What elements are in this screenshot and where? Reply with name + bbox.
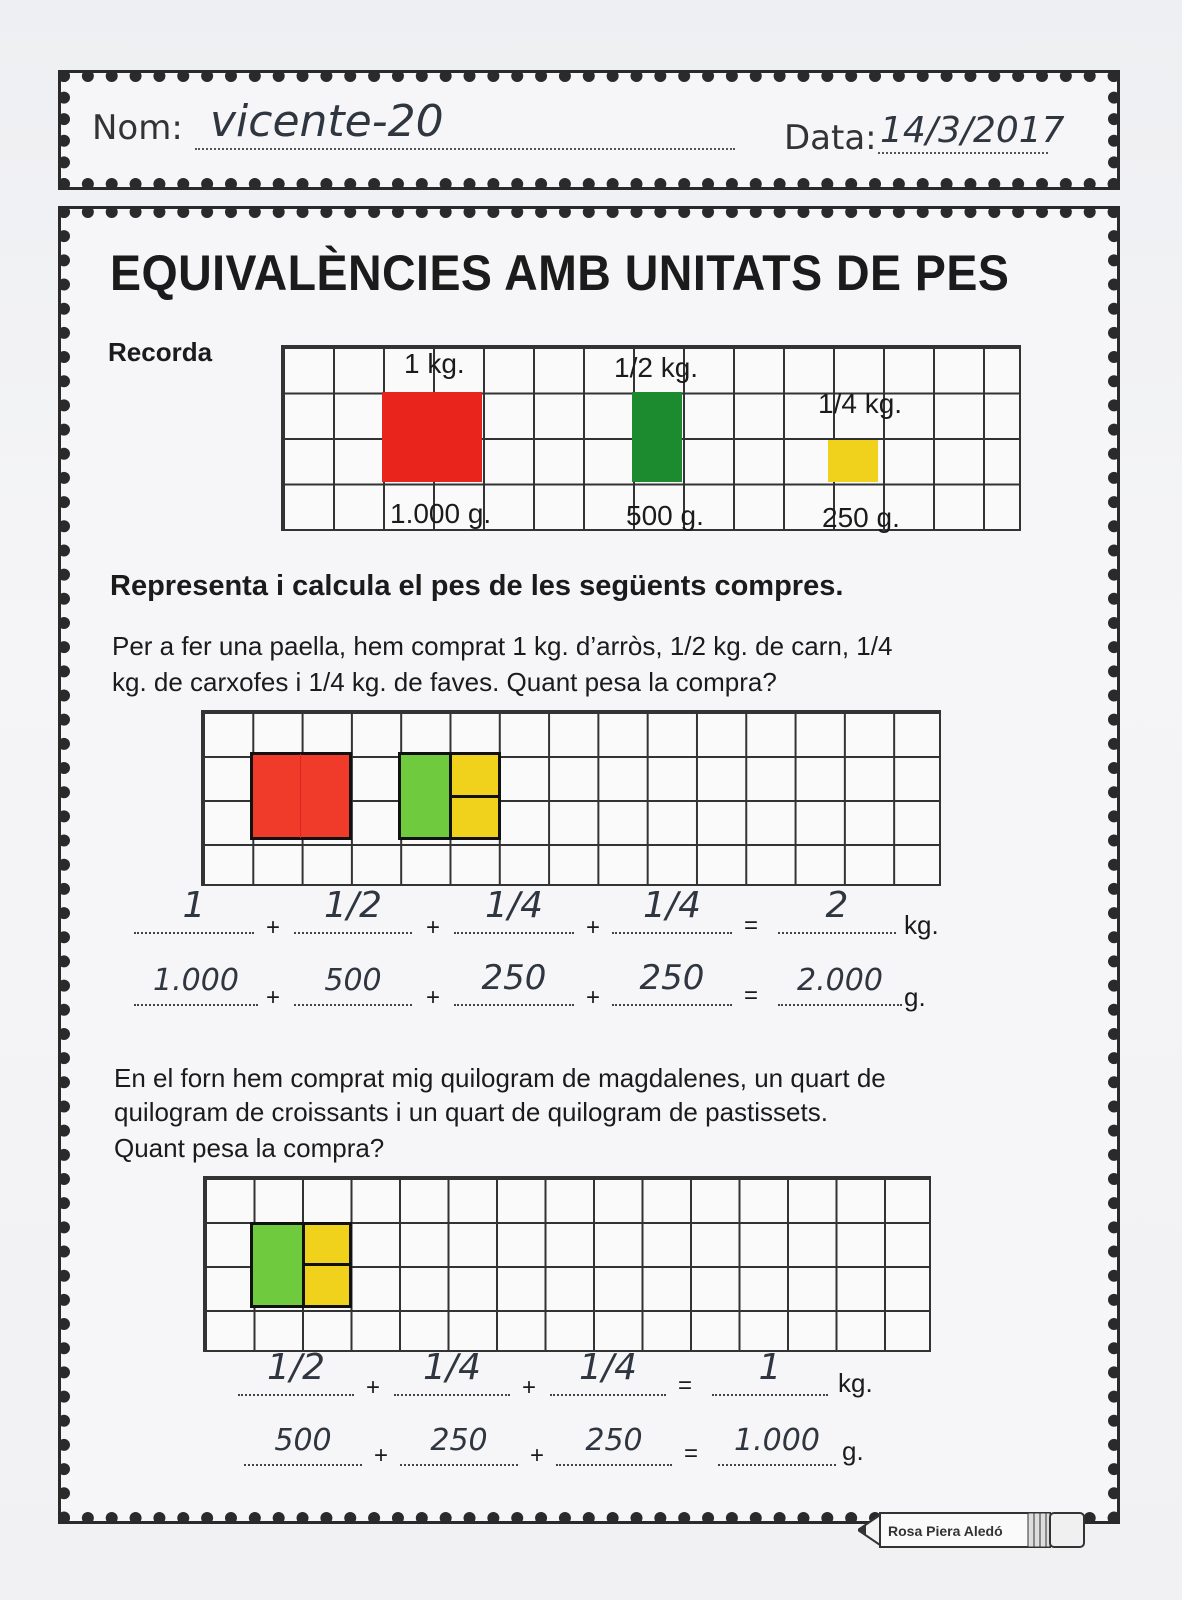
p1-kg-slot-1: 1 — [134, 890, 254, 934]
label-500g: 500 g. — [626, 500, 704, 531]
p2-g-slot-3: 250 — [556, 1422, 672, 1466]
p2-kg-unit: kg. — [838, 1368, 873, 1398]
p1-yellow-top — [449, 752, 501, 798]
name-value: vicente-20 — [210, 96, 444, 147]
p2-g-slot-2: 250 — [400, 1422, 518, 1466]
problem1-text-line1: Per a fer una paella, hem comprat 1 kg. d’arròs, 1/2 kg. de carn, 1/4 — [112, 631, 893, 661]
p1-kg-slot-3: 1/4 — [454, 890, 574, 934]
p1-kg-slot-2: 1/2 — [294, 890, 412, 934]
p1-g-plus-3: + — [586, 984, 601, 1011]
p1-kg-unit: kg. — [904, 910, 939, 940]
p1-red-square — [250, 752, 352, 840]
author-name: Rosa Piera Aledó — [888, 1523, 1003, 1539]
p2-g-slot-1: 500 — [244, 1422, 362, 1466]
p2-kg-slot-2: 1/4 — [394, 1352, 510, 1396]
name-line — [195, 148, 735, 150]
p1-g-unit: g. — [904, 982, 926, 1012]
yellow-square-quarter-kg — [828, 440, 878, 482]
date-label: Data: — [784, 118, 877, 158]
p1-g-slot-2: 500 — [294, 962, 412, 1006]
label-quarter-kg: 1/4 kg. — [818, 388, 903, 419]
green-rect-half-kg — [632, 392, 682, 482]
label-1kg: 1 kg. — [404, 348, 465, 379]
p2-kg-result: 1 — [712, 1352, 828, 1396]
p1-kg-plus-3: + — [586, 914, 601, 941]
name-label: Nom: — [92, 108, 183, 148]
label-250g: 250 g. — [822, 502, 900, 533]
problem2-text-line1: En el forn hem comprat mig quilogram de magdalenes, un quart de — [114, 1063, 886, 1093]
p1-kg-equals: = — [744, 912, 759, 939]
p1-green-rect — [398, 752, 452, 840]
p1-g-slot-4: 250 — [612, 962, 732, 1006]
p1-g-result: 2.000 — [778, 962, 902, 1006]
p1-g-plus-2: + — [426, 984, 441, 1011]
p2-kg-slot-1: 1/2 — [238, 1352, 354, 1396]
p2-kg-plus-2: + — [522, 1374, 537, 1401]
p2-kg-equals: = — [678, 1372, 693, 1399]
red-square-1kg — [382, 392, 482, 482]
p1-kg-plus-2: + — [426, 914, 441, 941]
problem2-text-line2: quilogram de croissants i un quart de quilogram de pastissets. — [114, 1097, 828, 1127]
page-title: EQUIVALÈNCIES AMB UNITATS DE PES — [110, 245, 1010, 301]
label-half-kg: 1/2 kg. — [614, 352, 699, 383]
p2-yellow-bottom — [302, 1263, 352, 1308]
p1-kg-slot-4: 1/4 — [612, 890, 732, 934]
instruction: Representa i calcula el pes de les següents compres. — [110, 570, 844, 602]
p1-kg-plus-1: + — [266, 914, 281, 941]
p1-g-slot-3: 250 — [454, 962, 574, 1006]
p1-kg-result: 2 — [778, 890, 896, 934]
p1-red-square-vline — [300, 754, 301, 838]
p1-g-slot-1: 1.000 — [134, 962, 258, 1006]
date-value: 14/3/2017 — [880, 110, 1065, 151]
p2-g-plus-1: + — [374, 1442, 389, 1469]
p1-g-equals: = — [744, 982, 759, 1009]
p1-g-plus-1: + — [266, 984, 281, 1011]
p2-yellow-top — [302, 1222, 352, 1266]
p2-kg-slot-3: 1/4 — [550, 1352, 666, 1396]
p2-green-rect — [250, 1222, 306, 1308]
label-1000g: 1.000 g. — [390, 498, 492, 529]
p2-g-result: 1.000 — [718, 1422, 836, 1466]
p2-g-unit: g. — [842, 1436, 864, 1466]
p1-yellow-bottom — [449, 795, 501, 840]
problem1-text-line2: kg. de carxofes i 1/4 kg. de faves. Quant pesa la compra? — [112, 667, 777, 697]
p2-g-equals: = — [684, 1440, 699, 1467]
recorda-label: Recorda — [108, 337, 213, 367]
problem2-text-line3: Quant pesa la compra? — [114, 1133, 385, 1163]
p2-kg-plus-1: + — [366, 1374, 381, 1401]
p2-g-plus-2: + — [530, 1442, 545, 1469]
date-line — [878, 152, 1048, 154]
